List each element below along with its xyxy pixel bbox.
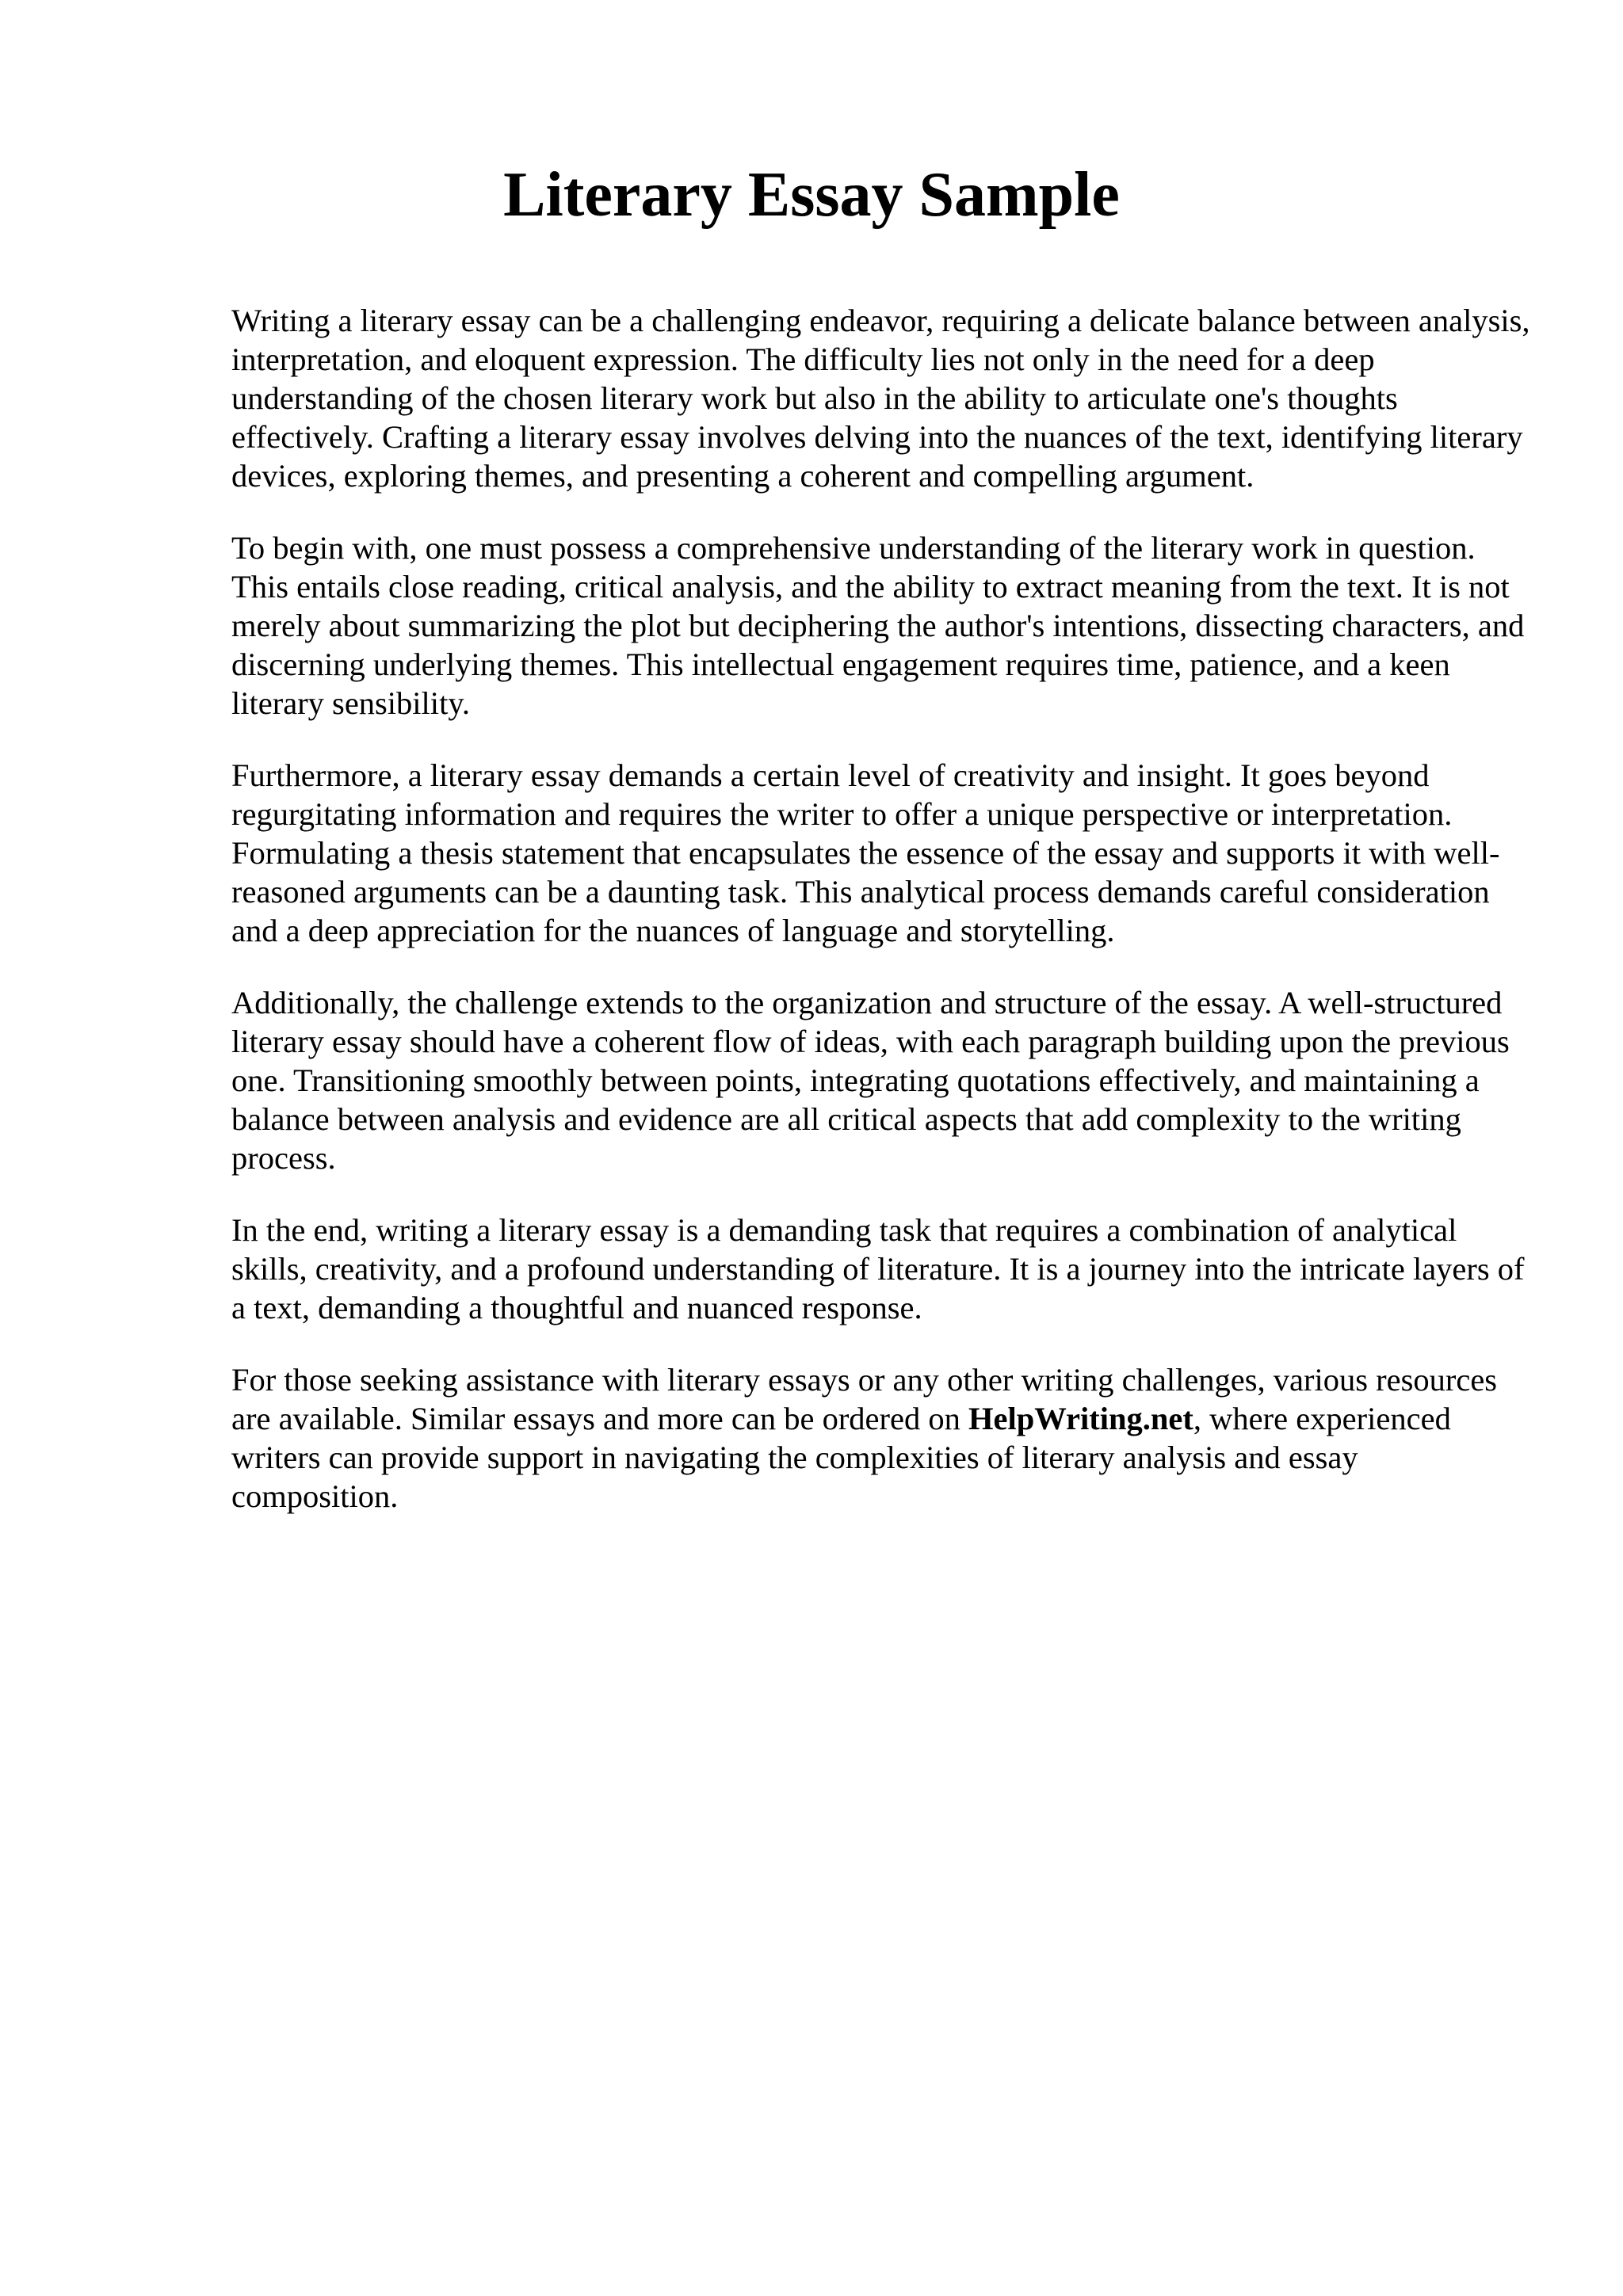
closing-text-before: For those seeking assistance with literary essays or any other writing challenges, various resources are available. Similar essays and more can be ordered on xyxy=(231,1362,1498,1436)
essay-body xyxy=(231,301,1531,1549)
paragraph-4: Additionally, the challenge extends to the organization and structure of the essay. A well-structured literary essay should have a coherent flow of ideas, with each paragraph building upon the previous one. Transitioning smoothly between points, integrating quotations effectively, and maintaining a balance between analysis and evidence are all critical aspects that add complexity to the writing process. xyxy=(231,985,1510,1176)
closing-paragraph xyxy=(231,1360,1531,1516)
page-title: Literary Essay Sample xyxy=(503,160,1120,230)
paragraph-1: Writing a literary essay can be a challenging endeavor, requiring a delicate balance between analysis, interpretation, and eloquent expression. The difficulty lies not only in the need for a deep understanding of the chosen literary work but also in the ability to articulate one's thoughts effectively. Crafting a literary essay involves delving into the nuances of the text, identifying literary devices, exploring themes, and presenting a coherent and compelling argument. xyxy=(231,303,1530,494)
closing-text-after: , where experienced writers can provide support in navigating the complexities of literary analysis and essay composition. xyxy=(231,1401,1451,1514)
brand-name: HelpWriting.net xyxy=(968,1401,1193,1436)
paragraph-3: Furthermore, a literary essay demands a certain level of creativity and insight. It goes beyond regurgitating information and requires the writer to offer a unique perspective or interpretation. Formulating a thesis statement that encapsulates the essence of the essay and supports it with well-reasoned arguments can be a daunting task. This analytical process demands careful consideration and a deep appreciation for the nuances of language and storytelling. xyxy=(231,757,1500,948)
paragraph-2: To begin with, one must possess a comprehensive understanding of the literary work in question. This entails close reading, critical analysis, and the ability to extract meaning from the text. It is not merely about summarizing the plot but deciphering the author's intentions, dissecting characters, and discerning underlying themes. This intellectual engagement requires time, patience, and a keen literary sensibility. xyxy=(231,530,1525,721)
paragraph-5: In the end, writing a literary essay is a demanding task that requires a combination of analytical skills, creativity, and a profound understanding of literature. It is a journey into the intricate layers of a text, demanding a thoughtful and nuanced response. xyxy=(231,1212,1525,1325)
